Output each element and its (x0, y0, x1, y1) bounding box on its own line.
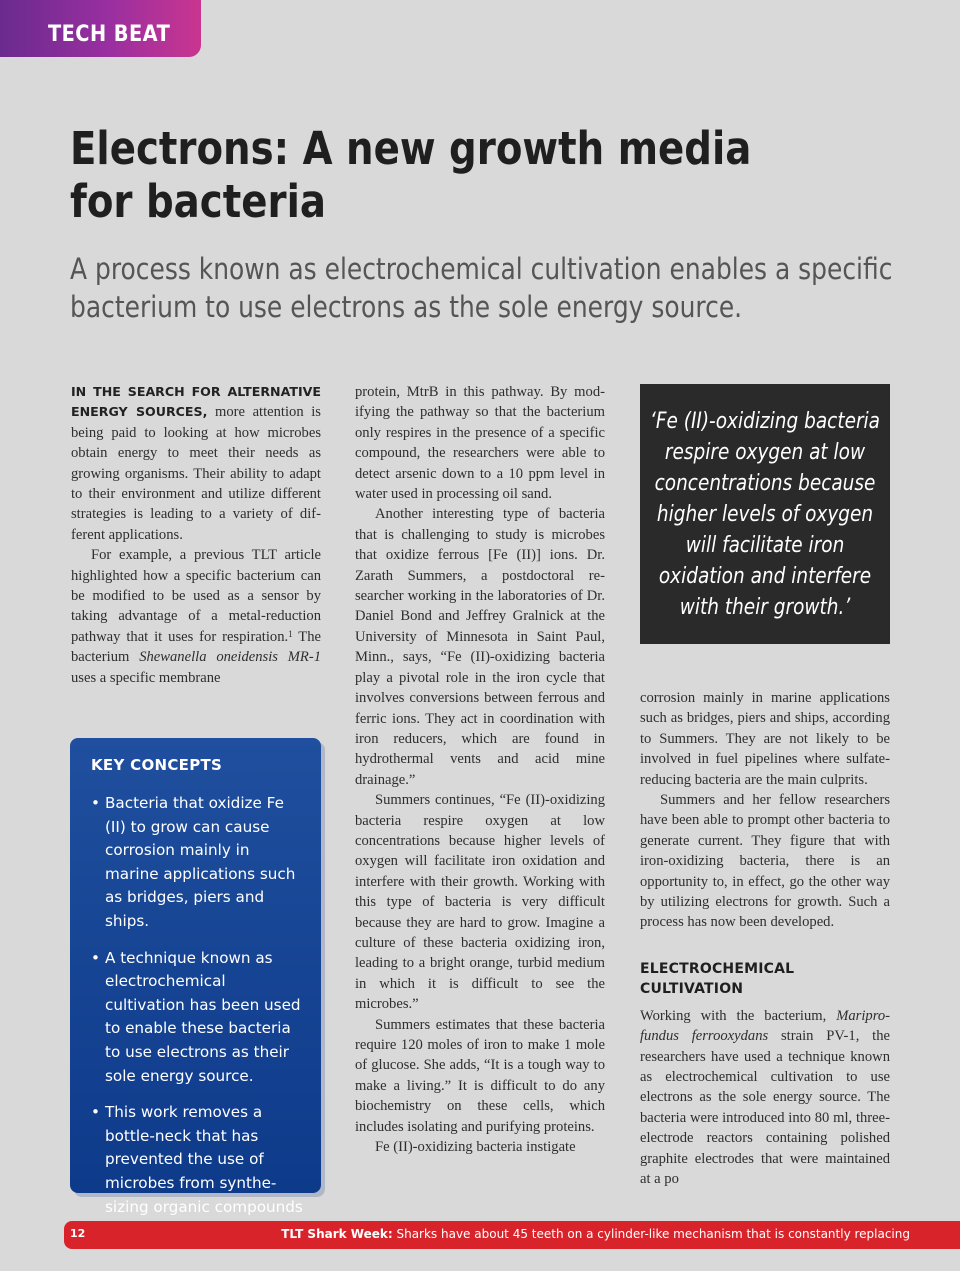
footer-label: TLT Shark Week: (281, 1227, 393, 1241)
col2-paragraph-3: Summers continues, “Fe (II)-oxidizing bacteria respire oxygen at low concentrations because higher levels of oxygen will facilitate iron oxidation and interfere with their growth. Working with this type of bacteria is very difficult because they are hard to grow. Imagine a culture of these bacteria oxidizing iron, leading to a bright orange, turbid medium in which it is difficult to see the microbes.” (355, 792, 605, 1013)
article-deck (70, 250, 950, 326)
col3-p3-a: Working with the bacterium, (640, 1007, 837, 1024)
page-number: 12 (70, 1227, 86, 1240)
key-concepts-list (91, 792, 305, 1243)
column-3 (640, 688, 890, 1189)
col2-paragraph-4: Summers estimates that these bacteria require 120 moles of iron to make 1 mole of glucose. She adds, “It is a tough way to make a living.” It is difficult to do any biochemistry on these cells, which includes isolating and purifying proteins. (355, 1016, 605, 1135)
col2-paragraph-2: Another interesting type of bacteria that is challenging to study is microbes that oxidize ferrous [Fe (II)] ions. Dr. Zarath Summers, a postdoctoral researcher working in the laboratories of Dr. Daniel Bond and Jeffrey Gralnick at the University of Minnesota in Saint Paul, Minn., says, “Fe (II)-oxidizing bacteria play a pivotal role in the iron cycle that involves conversions between ferrous and ferric ions. They act in coordination with iron reducers, which are found in hydrothermal vents and acid mine drainage.” (355, 506, 605, 788)
col2-paragraph-1: protein, MtrB in this pathway. By modifying the pathway so that the bacterium only respires in the presence of a specific compound, the researchers were able to detect arsenic down to a 10 ppm level in water used in processing oil sand. (355, 384, 605, 503)
col1-p2-b: The bacterium (71, 628, 321, 666)
section-subhead: ELECTROCHEMICAL CULTIVATION (640, 960, 795, 998)
key-concept-text: • Bacteria that oxidize Fe (II) to grow can cause corrosion mainly in marine applications such as bridges, piers and ships. (105, 794, 296, 930)
lead-in: IN THE SEARCH FOR ALTERNATIVE ENERGY SOURCES, (71, 384, 321, 420)
footer-bar (64, 1221, 960, 1249)
col3-paragraph-3 (640, 1006, 890, 1190)
col1-p1-text: more attention is being paid to looking at how microbes obtain energy to meet their needs as growing organisms. Their ability to adapt to their environment and utilize different strategies is leading to a variety of different applications. (71, 404, 321, 543)
col2-paragraph-5: Fe (II)-oxidizing bacteria instigate (375, 1139, 576, 1156)
species-name: Shewanella oneidensis MR-1 (139, 649, 322, 666)
pull-quote-text: ‘Fe (II)-oxidizing bacteria respire oxygen at low concentrations because higher levels of oxygen will facilitate iron oxidation and interfere with their growth.’ (649, 409, 881, 620)
headline-line-1: Electrons: A new growth media (70, 122, 752, 175)
species-name: Mariprofundus ferrooxydans (640, 1007, 890, 1045)
key-concept-text: • This work removes a bottle-neck that has prevented the use of microbes from synthe-sizing organic compounds (105, 1103, 303, 1216)
deck-line-1: A process known as electrochemical cultivation enables a specific (70, 252, 893, 286)
key-concept-item (91, 947, 305, 1089)
deck-line-2: bacterium to use electrons as the sole energy source. (70, 290, 743, 324)
key-concepts-title: KEY CONCEPTS (91, 756, 223, 774)
col3-p3-b: strain PV-1, the researchers have used a technique known as electrochemical cultivation to use electrons as the sole energy source. The bacteria were introduced into 80 ml, three-electrode reactors containing polished graphite electrodes that were maintained at a po (640, 1028, 890, 1187)
col1-paragraph-1 (71, 382, 321, 545)
key-concept-text: • A technique known as electrochemical cultivation has been used to enable these bacteria to use electrons as their sole energy source. (105, 948, 301, 1085)
col3-paragraph-2: Summers and her fellow researchers have been able to prompt other bacteria to generate current. They figure that with iron-oxidizing bacteria, there is an opportunity to, in effect, go the other way by utilizing electrons for growth. Such a process has now been developed. (640, 792, 890, 931)
footnote-ref: 1 (288, 628, 293, 639)
col1-p2-c: uses a specific membrane (71, 669, 221, 686)
footer-body: Sharks have about 45 teeth on a cylinder-like mechanism that is constantly replacing (392, 1227, 910, 1241)
column-2 (355, 382, 605, 1157)
section-tab-label: TECH BEAT (48, 22, 171, 47)
key-concepts-box (70, 738, 321, 1216)
column-1 (71, 382, 321, 688)
col1-paragraph-2 (71, 545, 321, 688)
section-tab (0, 0, 201, 57)
key-concept-item (91, 792, 305, 934)
article-headline (70, 122, 890, 228)
footer-text (281, 1227, 910, 1241)
headline-line-2: for bacteria (70, 175, 326, 228)
col1-p2-a: For example, a previous TLT article highlighted how a specific bacterium can be modified to be used as a sensor by taking advantage of a metal-reduction pathway that it uses for respiration. (71, 547, 321, 645)
col3-paragraph-1: corrosion mainly in marine applications such as bridges, piers and ships, according to Summers. They are not likely to be involved in fuel pipelines where sulfate-reducing bacteria are the main culprits. (640, 690, 890, 788)
pull-quote-box (640, 384, 890, 644)
